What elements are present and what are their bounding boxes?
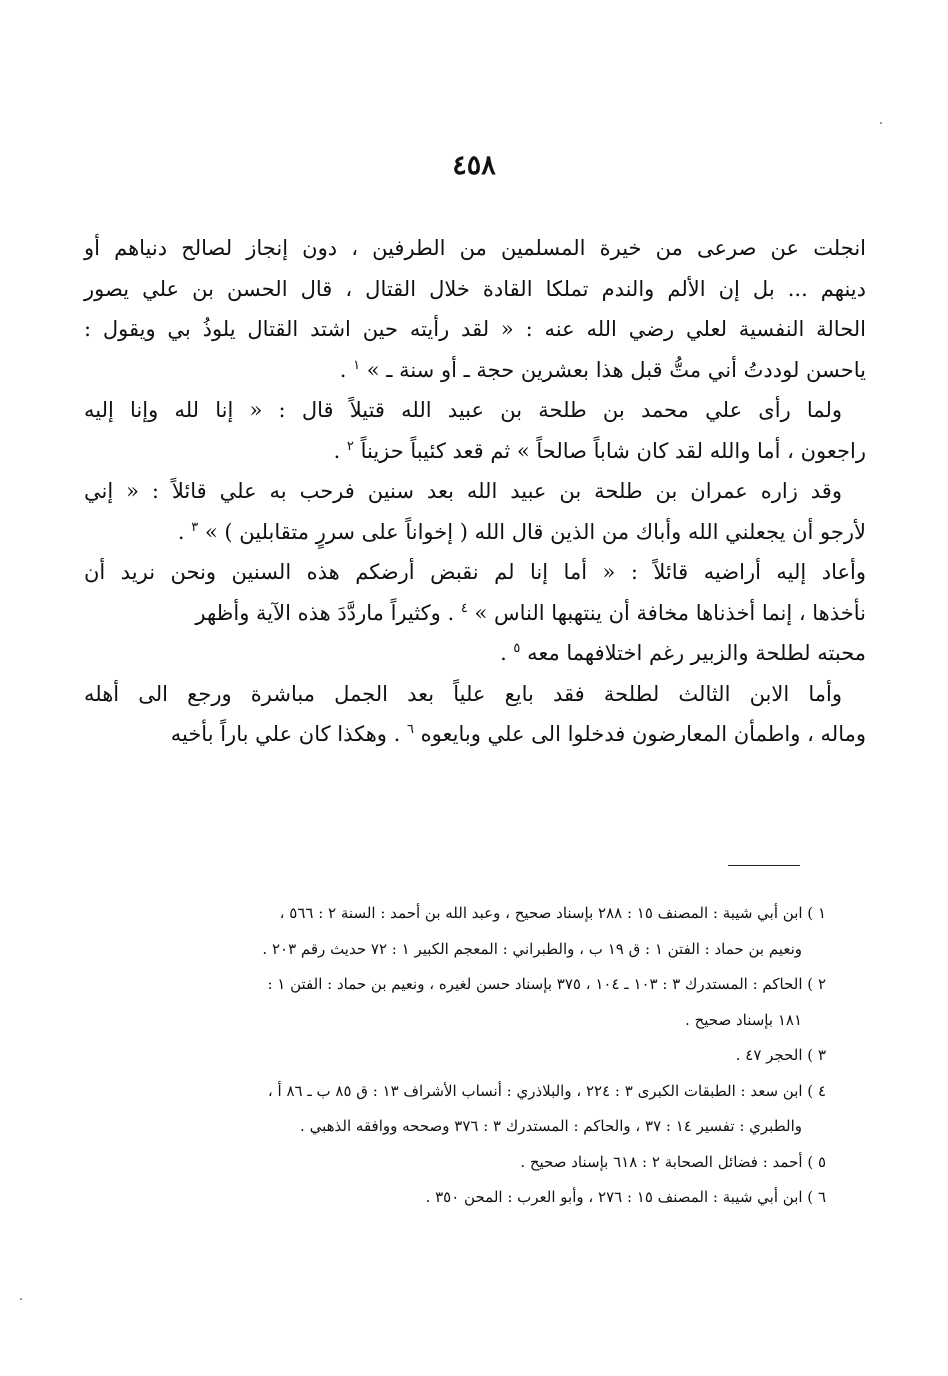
text-line [84,674,866,715]
footnote-reference: ٥ [513,641,521,656]
page-number: ٤٥٨ [452,150,496,181]
text-line-content: وأما الابن الثالث لطلحة فقد بايع علياً بعد الجمل مباشرة ورجع الى أهله [84,681,842,706]
text-line [84,633,866,674]
footnote-reference: ٤ [460,600,468,616]
footnote-line: ٤ ) ابن سعد : الطبقات الكبرى ٣ : ٢٢٤ ، والبلاذري : أنساب الأشراف ١٣ : ق ٨٥ ب ـ ٨٦ أ ، [267,1081,826,1100]
footnote-reference: ٢ [346,438,354,454]
main-text [84,228,866,755]
footnote-line: ١٨١ بإسناد صحيح . [685,1010,802,1029]
footnote-line: والطبري : تفسير ١٤ : ٣٧ ، والحاكم : المستدرك ٣ : ٣٧٦ وصححه ووافقه الذهبي . [300,1117,802,1135]
text-line [84,390,866,431]
footnote-line: ٥ ) أحمد : فضائل الصحابة ٢ : ٦١٨ بإسناد صحيح . [520,1152,826,1171]
text-line [84,309,866,350]
text-line [84,269,866,310]
text-line [84,714,866,755]
text-line-content: راجعون ، أما والله لقد كان شاباً صالحاً » ثم قعد كئيباً حزيناً [353,438,866,463]
text-line-content: محبته لطلحة والزبير رغم اختلافهما معه [520,641,866,665]
text-line-tail: . وهكذا كان علي باراً بأخيه [170,722,407,746]
footnote-line: ونعيم بن حماد : الفتن ١ : ق ١٩ ب ، والطبراني : المعجم الكبير ١ : ٧٢ حديث رقم ٢٠٣ . [262,939,802,958]
scan-speck [20,1298,22,1300]
text-line-content: انجلت عن صرعى من خيرة المسلمين من الطرفين ، دون إنجاز لصالح دنياهم أو [84,236,866,260]
text-line-content: الحالة النفسية لعلي رضي الله عنه : « لقد رأيته حين اشتد القتال يلوذُ بي ويقول : [84,317,866,341]
text-line-content: ولما رأى علي محمد بن طلحة بن عبيد الله قتيلاً قال : « إنا لله وإنا إليه [84,398,842,422]
text-line-content: دينهم ... بل إن الألم والندم تملكا القادة خلال القتال ، قال الحسن بن علي يصور [84,276,866,301]
text-line-tail: . [339,357,354,382]
text-line [84,512,866,553]
footnote-separator [728,865,800,866]
footnote-reference: ٦ [406,722,414,737]
text-line [84,471,866,512]
text-line [84,350,866,391]
text-line-tail: . [500,641,514,665]
text-line [84,228,866,269]
footnote-reference: ١ [353,357,361,373]
text-line-tail: . [177,519,192,544]
text-line [84,431,866,472]
text-line-tail: . وكثيراً ماردَّدَ هذه الآية وأظهر [195,600,461,625]
text-line-content: لأرجو أن يجعلني الله وأباك من الذين قال الله ( إخواناً على سررٍ متقابلين ) » [198,519,866,544]
footnote-line: ٢ ) الحاكم : المستدرك ٣ : ١٠٣ ـ ١٠٤ ، ٣٧٥ بإسناد حسن لغيره ، ونعيم بن حماد : الفتن ١ : [267,975,826,993]
footnote-line: ١ ) ابن أبي شيبة : المصنف ١٥ : ٢٨٨ بإسناد صحيح ، وعبد الله بن أحمد : السنة ٢ : ٥٦٦ ، [279,904,826,922]
footnotes [110,896,826,1216]
text-line-tail: . [333,438,347,463]
footnote-reference: ٣ [191,519,199,535]
text-line-content: وقد زاره عمران بن طلحة بن عبيد الله بعد سنين فرحب به علي قائلاً : « إني [84,479,842,503]
footnote-line: ٣ ) الحجر ٤٧ . [735,1046,826,1064]
text-line-content: نأخذها ، إنما أخذناها مخافة أن ينتهبها الناس » [467,600,866,625]
text-line-content: ياحسن لوددتُ أني متُّ قبل هذا بعشرين حجة ـ أو سنة ـ » [360,357,866,382]
text-line [84,552,866,593]
text-line [84,593,866,634]
text-line-content: وأعاد إليه أراضيه قائلاً : « أما إنا لم نقبض أرضكم هذه السنين ونحن نريد أن [84,560,866,584]
scan-speck [880,122,882,124]
text-line-content: وماله ، واطمأن المعارضون فدخلوا الى علي وبايعوه [413,722,866,746]
footnote-line: ٦ ) ابن أبي شيبة : المصنف ١٥ : ٢٧٦ ، وأبو العرب : المحن ٣٥٠ . [425,1188,826,1206]
